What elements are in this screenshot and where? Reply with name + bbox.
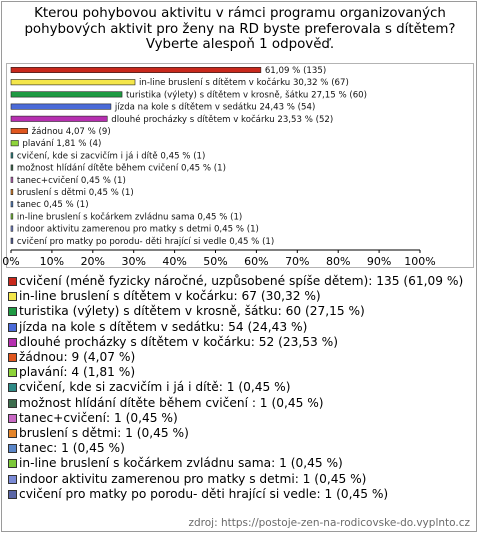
bar bbox=[11, 165, 13, 170]
legend-swatch bbox=[8, 338, 17, 347]
legend-swatch bbox=[8, 444, 17, 453]
bar-label: turistika (výlety) s dítětem v krosně, šátku 27,15 % (60) bbox=[126, 90, 367, 101]
source-note: zdroj: https://postoje-zen-na-rodicovske-do.vyplnto.cz bbox=[188, 517, 470, 529]
bar-label: jízda na kole s dítětem v sedátku 24,43 % (54) bbox=[114, 102, 316, 113]
legend-swatch bbox=[8, 353, 17, 362]
legend-swatch bbox=[8, 414, 17, 423]
bar bbox=[11, 214, 13, 219]
legend-swatch bbox=[8, 429, 17, 438]
legend-label: žádnou: 9 (4,07 %) bbox=[19, 350, 136, 364]
bar bbox=[11, 92, 122, 97]
legend-swatch bbox=[8, 475, 17, 484]
legend-swatch bbox=[8, 459, 17, 468]
legend-label: in-line bruslení s dítětem v kočárku: 67 (30,32 %) bbox=[19, 289, 321, 304]
bar bbox=[11, 116, 107, 121]
x-tick-label: 90% bbox=[366, 255, 392, 268]
bar bbox=[11, 128, 28, 133]
x-tick-label: 70% bbox=[285, 255, 310, 268]
title-line-1: Kterou pohybovou aktivitu v rámci programu organizovaných bbox=[34, 6, 446, 21]
x-tick-label: 20% bbox=[80, 255, 106, 268]
legend-label: možnost hlídání dítěte během cvičení : 1 (0,45 %) bbox=[19, 395, 324, 410]
bar bbox=[11, 153, 13, 158]
bar-label: cvičení, kde si zacvičím i já i dítě 0,45 % (1) bbox=[16, 151, 206, 162]
bar-label: in-line bruslení s kočárkem zvládnu sama 0,45 % (1) bbox=[16, 212, 243, 223]
legend-swatch bbox=[8, 490, 17, 499]
title-line-3: Vyberte alespoň 1 odpověď. bbox=[145, 37, 335, 52]
bar-label: in-line bruslení s dítětem v kočárku 30,32 % (67) bbox=[139, 78, 349, 89]
legend-label: dlouhé procházky s dítětem v kočárku: 52 (23,53 %) bbox=[19, 334, 338, 349]
legend-label: cvičení, kde si zacvičím i já i dítě: 1 (0,45 %) bbox=[19, 380, 291, 395]
bar bbox=[11, 189, 13, 194]
legend-label: indoor aktivitu zamerenou pro matky s detmi: 1 (0,45 %) bbox=[19, 471, 367, 486]
x-tick-label: 10% bbox=[39, 255, 65, 268]
bar bbox=[11, 177, 13, 182]
bar bbox=[11, 67, 261, 72]
bar-label: žádnou 4,07 % (9) bbox=[31, 127, 111, 137]
legend-label: cvičení (méně fyzicky náročné, uzpůsobené spíše dětem): 135 (61,09 %) bbox=[19, 274, 464, 288]
legend-swatch bbox=[8, 292, 17, 301]
x-tick-label: 60% bbox=[244, 255, 269, 268]
bar-label: 61,09 % (135) bbox=[264, 66, 327, 76]
legend-label: cvičení pro matky po porodu- děti hrající si vedle: 1 (0,45 %) bbox=[19, 486, 389, 501]
bar bbox=[11, 226, 13, 231]
bar bbox=[11, 80, 135, 85]
legend-label: tanec: 1 (0,45 %) bbox=[19, 441, 125, 456]
legend-label: jízda na kole s dítětem v sedátku: 54 (24,43 %) bbox=[19, 319, 308, 334]
bar bbox=[11, 141, 18, 146]
legend-swatch bbox=[8, 399, 17, 408]
x-tick-label: 0% bbox=[2, 255, 20, 268]
legend-label: bruslení s dětmi: 1 (0,45 %) bbox=[19, 426, 189, 440]
x-tick-label: 80% bbox=[325, 255, 351, 268]
bar-label: indoor aktivitu zamerenou pro matky s detmi 0,45 % (1) bbox=[16, 224, 259, 235]
bar bbox=[11, 202, 13, 207]
legend-swatch bbox=[8, 307, 17, 316]
title-line-2: pohybových aktivit pro ženy na RD byste preferovala s dítětem? bbox=[24, 21, 456, 37]
bar-label: plavání 1,81 % (4) bbox=[22, 139, 102, 150]
x-tick-label: 50% bbox=[203, 255, 228, 268]
legend-swatch bbox=[8, 368, 17, 377]
x-tick-label: 30% bbox=[121, 255, 146, 268]
bar-label: dlouhé procházky s dítětem v kočárku 23,53 % (52) bbox=[111, 114, 334, 125]
legend-swatch bbox=[8, 383, 17, 392]
bar-label: bruslení s dětmi 0,45 % (1) bbox=[16, 188, 134, 198]
legend-label: tanec+cvičení: 1 (0,45 %) bbox=[19, 410, 178, 425]
bar-label: tanec+cvičení 0,45 % (1) bbox=[16, 175, 126, 186]
bar-label: cvičení pro matky po porodu- děti hrající si vedle 0,45 % (1) bbox=[16, 236, 275, 247]
legend-label: plavání: 4 (1,81 %) bbox=[19, 365, 136, 380]
legend-swatch bbox=[8, 277, 17, 286]
legend-label: in-line bruslení s kočárkem zvládnu sama: 1 (0,45 %) bbox=[19, 456, 343, 471]
x-tick-label: 100% bbox=[404, 255, 436, 268]
bar bbox=[11, 104, 111, 109]
legend-label: turistika (výlety) s dítětem v krosně, šátku: 60 (27,15 %) bbox=[19, 304, 365, 319]
bar bbox=[11, 238, 13, 243]
bar-label: možnost hlídání dítěte během cvičení 0,45 % (1) bbox=[16, 163, 226, 174]
x-tick-label: 40% bbox=[162, 255, 187, 268]
legend-swatch bbox=[8, 323, 17, 332]
bar-label: tanec 0,45 % (1) bbox=[16, 200, 89, 211]
